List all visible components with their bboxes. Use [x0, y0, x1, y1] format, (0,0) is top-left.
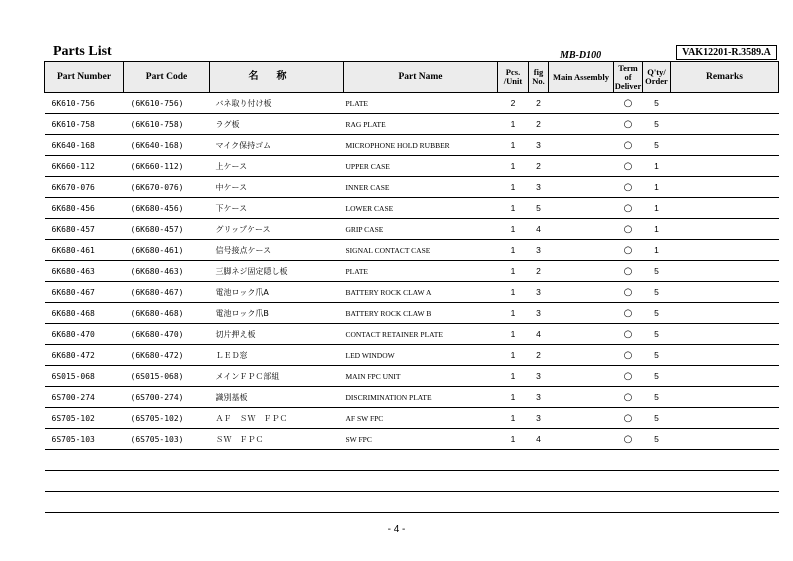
cell-fig-no: 3	[529, 177, 549, 198]
cell-remarks	[671, 177, 779, 198]
cell-remarks	[671, 324, 779, 345]
cell-pcs-unit: 1	[498, 240, 529, 261]
cell-part-name: LOWER CASE	[344, 198, 498, 219]
header-main-assembly: Main Assembly	[549, 62, 614, 93]
cell-term-of-deliver: ○	[614, 303, 643, 324]
cell-part-name: INNER CASE	[344, 177, 498, 198]
table-row	[45, 240, 779, 261]
cell-part-number: 6S705-103	[45, 429, 124, 450]
cell-term-of-deliver: ○	[614, 408, 643, 429]
cell-qty-order: 5	[643, 366, 671, 387]
cell-part-code: (6K680-467)	[124, 282, 210, 303]
cell-pcs-unit: 1	[498, 345, 529, 366]
cell-term-of-deliver: ○	[614, 282, 643, 303]
header-remarks: Remarks	[671, 62, 779, 93]
cell-main-assembly	[549, 156, 614, 177]
cell-pcs-unit: 1	[498, 324, 529, 345]
cell-fig-no: 3	[529, 366, 549, 387]
cell-part-name: BATTERY ROCK CLAW A	[344, 282, 498, 303]
cell-qty-order: 1	[643, 240, 671, 261]
model-name: MB-D100	[560, 50, 602, 61]
cell-part-name: PLATE	[344, 261, 498, 282]
cell-main-assembly	[549, 135, 614, 156]
cell-part-number: 6K680-467	[45, 282, 124, 303]
cell-pcs-unit: 1	[498, 282, 529, 303]
cell-main-assembly	[549, 114, 614, 135]
cell-fig-no: 2	[529, 345, 549, 366]
cell-fig-no: 2	[529, 156, 549, 177]
cell-japanese-name: ＡＦ ＳＷ ＦＰＣ	[210, 408, 344, 429]
header-qty-line2: Order	[645, 76, 668, 86]
cell-japanese-name: グリップケース	[210, 219, 344, 240]
cell-part-code: (6S700-274)	[124, 387, 210, 408]
header-part-number: Part Number	[45, 62, 124, 93]
cell-pcs-unit: 1	[498, 261, 529, 282]
cell-part-name: GRIP CASE	[344, 219, 498, 240]
cell-part-code: (6S705-103)	[124, 429, 210, 450]
cell-term-of-deliver: ○	[614, 429, 643, 450]
cell-fig-no: 3	[529, 282, 549, 303]
header-pcs-unit-line1: Pcs.	[505, 67, 521, 77]
cell-part-name: DISCRIMINATION PLATE	[344, 387, 498, 408]
cell-term-of-deliver: ○	[614, 156, 643, 177]
cell-japanese-name: 電池ロック爪A	[210, 282, 344, 303]
cell-part-name: RAG PLATE	[344, 114, 498, 135]
cell-remarks	[671, 114, 779, 135]
cell-qty-order: 1	[643, 156, 671, 177]
header-term-line3: Deliver	[614, 80, 642, 91]
cell-part-name: SIGNAL CONTACT CASE	[344, 240, 498, 261]
header-part-name: Part Name	[344, 62, 498, 93]
cell-fig-no: 5	[529, 198, 549, 219]
cell-japanese-name: 三脚ネジ固定隠し板	[210, 261, 344, 282]
cell-main-assembly	[549, 303, 614, 324]
cell-part-number: 6K680-457	[45, 219, 124, 240]
cell-part-code: (6K610-758)	[124, 114, 210, 135]
cell-remarks	[671, 93, 779, 114]
table-row	[45, 114, 779, 135]
cell-term-of-deliver: ○	[614, 366, 643, 387]
cell-main-assembly	[549, 429, 614, 450]
cell-part-code: (6K640-168)	[124, 135, 210, 156]
table-row	[45, 261, 779, 282]
cell-term-of-deliver: ○	[614, 114, 643, 135]
blank-row	[45, 492, 779, 513]
cell-part-number: 6S015-068	[45, 366, 124, 387]
cell-main-assembly	[549, 177, 614, 198]
cell-term-of-deliver: ○	[614, 345, 643, 366]
cell-term-of-deliver: ○	[614, 387, 643, 408]
cell-part-number: 6K670-076	[45, 177, 124, 198]
cell-qty-order: 5	[643, 114, 671, 135]
cell-term-of-deliver: ○	[614, 261, 643, 282]
table-row	[45, 93, 779, 114]
cell-japanese-name: 中ケース	[210, 177, 344, 198]
cell-main-assembly	[549, 387, 614, 408]
cell-qty-order: 5	[643, 135, 671, 156]
cell-japanese-name: 上ケース	[210, 156, 344, 177]
table-row	[45, 387, 779, 408]
cell-remarks	[671, 345, 779, 366]
cell-remarks	[671, 219, 779, 240]
cell-fig-no: 3	[529, 240, 549, 261]
blank-cell	[45, 492, 779, 513]
cell-japanese-name: マイク保持ゴム	[210, 135, 344, 156]
header-term-line2: of	[624, 71, 632, 82]
cell-japanese-name: 識別基板	[210, 387, 344, 408]
cell-term-of-deliver: ○	[614, 177, 643, 198]
cell-fig-no: 4	[529, 219, 549, 240]
cell-part-code: (6K680-463)	[124, 261, 210, 282]
header-japanese-name: 名称	[210, 62, 344, 93]
cell-part-code: (6S015-068)	[124, 366, 210, 387]
table-row	[45, 177, 779, 198]
cell-japanese-name: 電池ロック爪B	[210, 303, 344, 324]
cell-fig-no: 3	[529, 387, 549, 408]
page-title: Parts List	[53, 44, 112, 59]
cell-part-number: 6K640-168	[45, 135, 124, 156]
header-pcs-unit-line2: /Unit	[503, 76, 523, 86]
cell-japanese-name: ＳＷ ＦＰＣ	[210, 429, 344, 450]
cell-pcs-unit: 1	[498, 387, 529, 408]
cell-fig-no: 3	[529, 303, 549, 324]
header-qty-line1: Q'ty/	[647, 67, 666, 77]
cell-remarks	[671, 408, 779, 429]
cell-qty-order: 5	[643, 429, 671, 450]
cell-main-assembly	[549, 324, 614, 345]
cell-part-name: BATTERY ROCK CLAW B	[344, 303, 498, 324]
cell-part-code: (6K680-472)	[124, 345, 210, 366]
cell-part-number: 6K680-463	[45, 261, 124, 282]
header-part-code: Part Code	[124, 62, 210, 93]
cell-qty-order: 5	[643, 324, 671, 345]
cell-part-code: (6K680-470)	[124, 324, 210, 345]
cell-main-assembly	[549, 282, 614, 303]
cell-remarks	[671, 429, 779, 450]
cell-qty-order: 5	[643, 303, 671, 324]
cell-part-number: 6K680-470	[45, 324, 124, 345]
table-row	[45, 156, 779, 177]
table-row	[45, 219, 779, 240]
cell-japanese-name: バネ取り付け板	[210, 93, 344, 114]
cell-main-assembly	[549, 408, 614, 429]
cell-part-number: 6K680-472	[45, 345, 124, 366]
cell-remarks	[671, 198, 779, 219]
table-row	[45, 303, 779, 324]
cell-qty-order: 5	[643, 408, 671, 429]
blank-cell	[45, 471, 779, 492]
cell-part-code: (6K680-468)	[124, 303, 210, 324]
cell-fig-no: 4	[529, 429, 549, 450]
cell-qty-order: 5	[643, 93, 671, 114]
cell-qty-order: 1	[643, 219, 671, 240]
cell-term-of-deliver: ○	[614, 135, 643, 156]
cell-qty-order: 1	[643, 198, 671, 219]
cell-part-code: (6K680-457)	[124, 219, 210, 240]
table-row	[45, 135, 779, 156]
document-number: VAK12201-R.3589.A	[676, 45, 777, 60]
cell-pcs-unit: 2	[498, 93, 529, 114]
blank-row	[45, 450, 779, 471]
cell-part-number: 6K660-112	[45, 156, 124, 177]
cell-term-of-deliver: ○	[614, 240, 643, 261]
cell-part-name: SW FPC	[344, 429, 498, 450]
cell-fig-no: 2	[529, 114, 549, 135]
header-term-line1: Term	[618, 62, 638, 73]
header-qty-order	[643, 62, 671, 93]
cell-part-number: 6K680-456	[45, 198, 124, 219]
cell-part-name: MAIN FPC UNIT	[344, 366, 498, 387]
cell-fig-no: 3	[529, 135, 549, 156]
cell-pcs-unit: 1	[498, 219, 529, 240]
cell-part-name: MICROPHONE HOLD RUBBER	[344, 135, 498, 156]
cell-qty-order: 5	[643, 261, 671, 282]
cell-part-code: (6K680-456)	[124, 198, 210, 219]
cell-pcs-unit: 1	[498, 303, 529, 324]
cell-pcs-unit: 1	[498, 135, 529, 156]
table-row	[45, 366, 779, 387]
table-row	[45, 345, 779, 366]
cell-term-of-deliver: ○	[614, 219, 643, 240]
table-row	[45, 408, 779, 429]
cell-fig-no: 3	[529, 408, 549, 429]
cell-remarks	[671, 261, 779, 282]
cell-pcs-unit: 1	[498, 429, 529, 450]
header-fig-line1: fig	[533, 67, 544, 77]
cell-part-name: UPPER CASE	[344, 156, 498, 177]
cell-term-of-deliver: ○	[614, 93, 643, 114]
cell-japanese-name: 信号接点ケース	[210, 240, 344, 261]
header-pcs-unit	[498, 62, 529, 93]
blank-row	[45, 471, 779, 492]
cell-remarks	[671, 303, 779, 324]
cell-qty-order: 5	[643, 282, 671, 303]
cell-remarks	[671, 282, 779, 303]
cell-part-number: 6K680-468	[45, 303, 124, 324]
cell-part-name: AF SW FPC	[344, 408, 498, 429]
cell-pcs-unit: 1	[498, 177, 529, 198]
cell-qty-order: 1	[643, 177, 671, 198]
header-fig-no	[529, 62, 549, 93]
cell-term-of-deliver: ○	[614, 324, 643, 345]
cell-part-name: LED WINDOW	[344, 345, 498, 366]
header-term-of-deliver	[614, 62, 643, 93]
table-row	[45, 282, 779, 303]
cell-part-number: 6K680-461	[45, 240, 124, 261]
cell-part-number: 6K610-758	[45, 114, 124, 135]
cell-qty-order: 5	[643, 387, 671, 408]
page-number: - 4 -	[387, 524, 406, 535]
cell-qty-order: 5	[643, 345, 671, 366]
cell-remarks	[671, 135, 779, 156]
cell-remarks	[671, 366, 779, 387]
cell-part-code: (6S705-102)	[124, 408, 210, 429]
cell-part-code: (6K670-076)	[124, 177, 210, 198]
cell-pcs-unit: 1	[498, 408, 529, 429]
cell-pcs-unit: 1	[498, 366, 529, 387]
cell-japanese-name: ＬＥＤ窓	[210, 345, 344, 366]
cell-pcs-unit: 1	[498, 114, 529, 135]
cell-main-assembly	[549, 366, 614, 387]
cell-remarks	[671, 156, 779, 177]
cell-main-assembly	[549, 198, 614, 219]
header-fig-line2: No.	[532, 76, 545, 86]
cell-main-assembly	[549, 93, 614, 114]
cell-part-code: (6K680-461)	[124, 240, 210, 261]
table-row	[45, 324, 779, 345]
cell-term-of-deliver: ○	[614, 198, 643, 219]
cell-part-number: 6S705-102	[45, 408, 124, 429]
table-header-row	[45, 62, 779, 93]
cell-part-code: (6K660-112)	[124, 156, 210, 177]
parts-table	[44, 61, 779, 513]
cell-main-assembly	[549, 219, 614, 240]
cell-fig-no: 2	[529, 93, 549, 114]
cell-japanese-name: メインＦＰＣ部組	[210, 366, 344, 387]
cell-fig-no: 2	[529, 261, 549, 282]
cell-part-code: (6K610-756)	[124, 93, 210, 114]
cell-pcs-unit: 1	[498, 156, 529, 177]
blank-rows	[45, 450, 779, 513]
cell-part-name: CONTACT RETAINER PLATE	[344, 324, 498, 345]
cell-main-assembly	[549, 240, 614, 261]
cell-japanese-name: 切片押え板	[210, 324, 344, 345]
cell-pcs-unit: 1	[498, 198, 529, 219]
cell-remarks	[671, 240, 779, 261]
blank-cell	[45, 450, 779, 471]
cell-japanese-name: 下ケース	[210, 198, 344, 219]
cell-fig-no: 4	[529, 324, 549, 345]
table-row	[45, 429, 779, 450]
cell-part-number: 6S700-274	[45, 387, 124, 408]
cell-part-number: 6K610-756	[45, 93, 124, 114]
table-row	[45, 198, 779, 219]
cell-remarks	[671, 387, 779, 408]
cell-main-assembly	[549, 345, 614, 366]
cell-part-name: PLATE	[344, 93, 498, 114]
table-body	[45, 93, 779, 450]
cell-japanese-name: ラグ板	[210, 114, 344, 135]
cell-main-assembly	[549, 261, 614, 282]
